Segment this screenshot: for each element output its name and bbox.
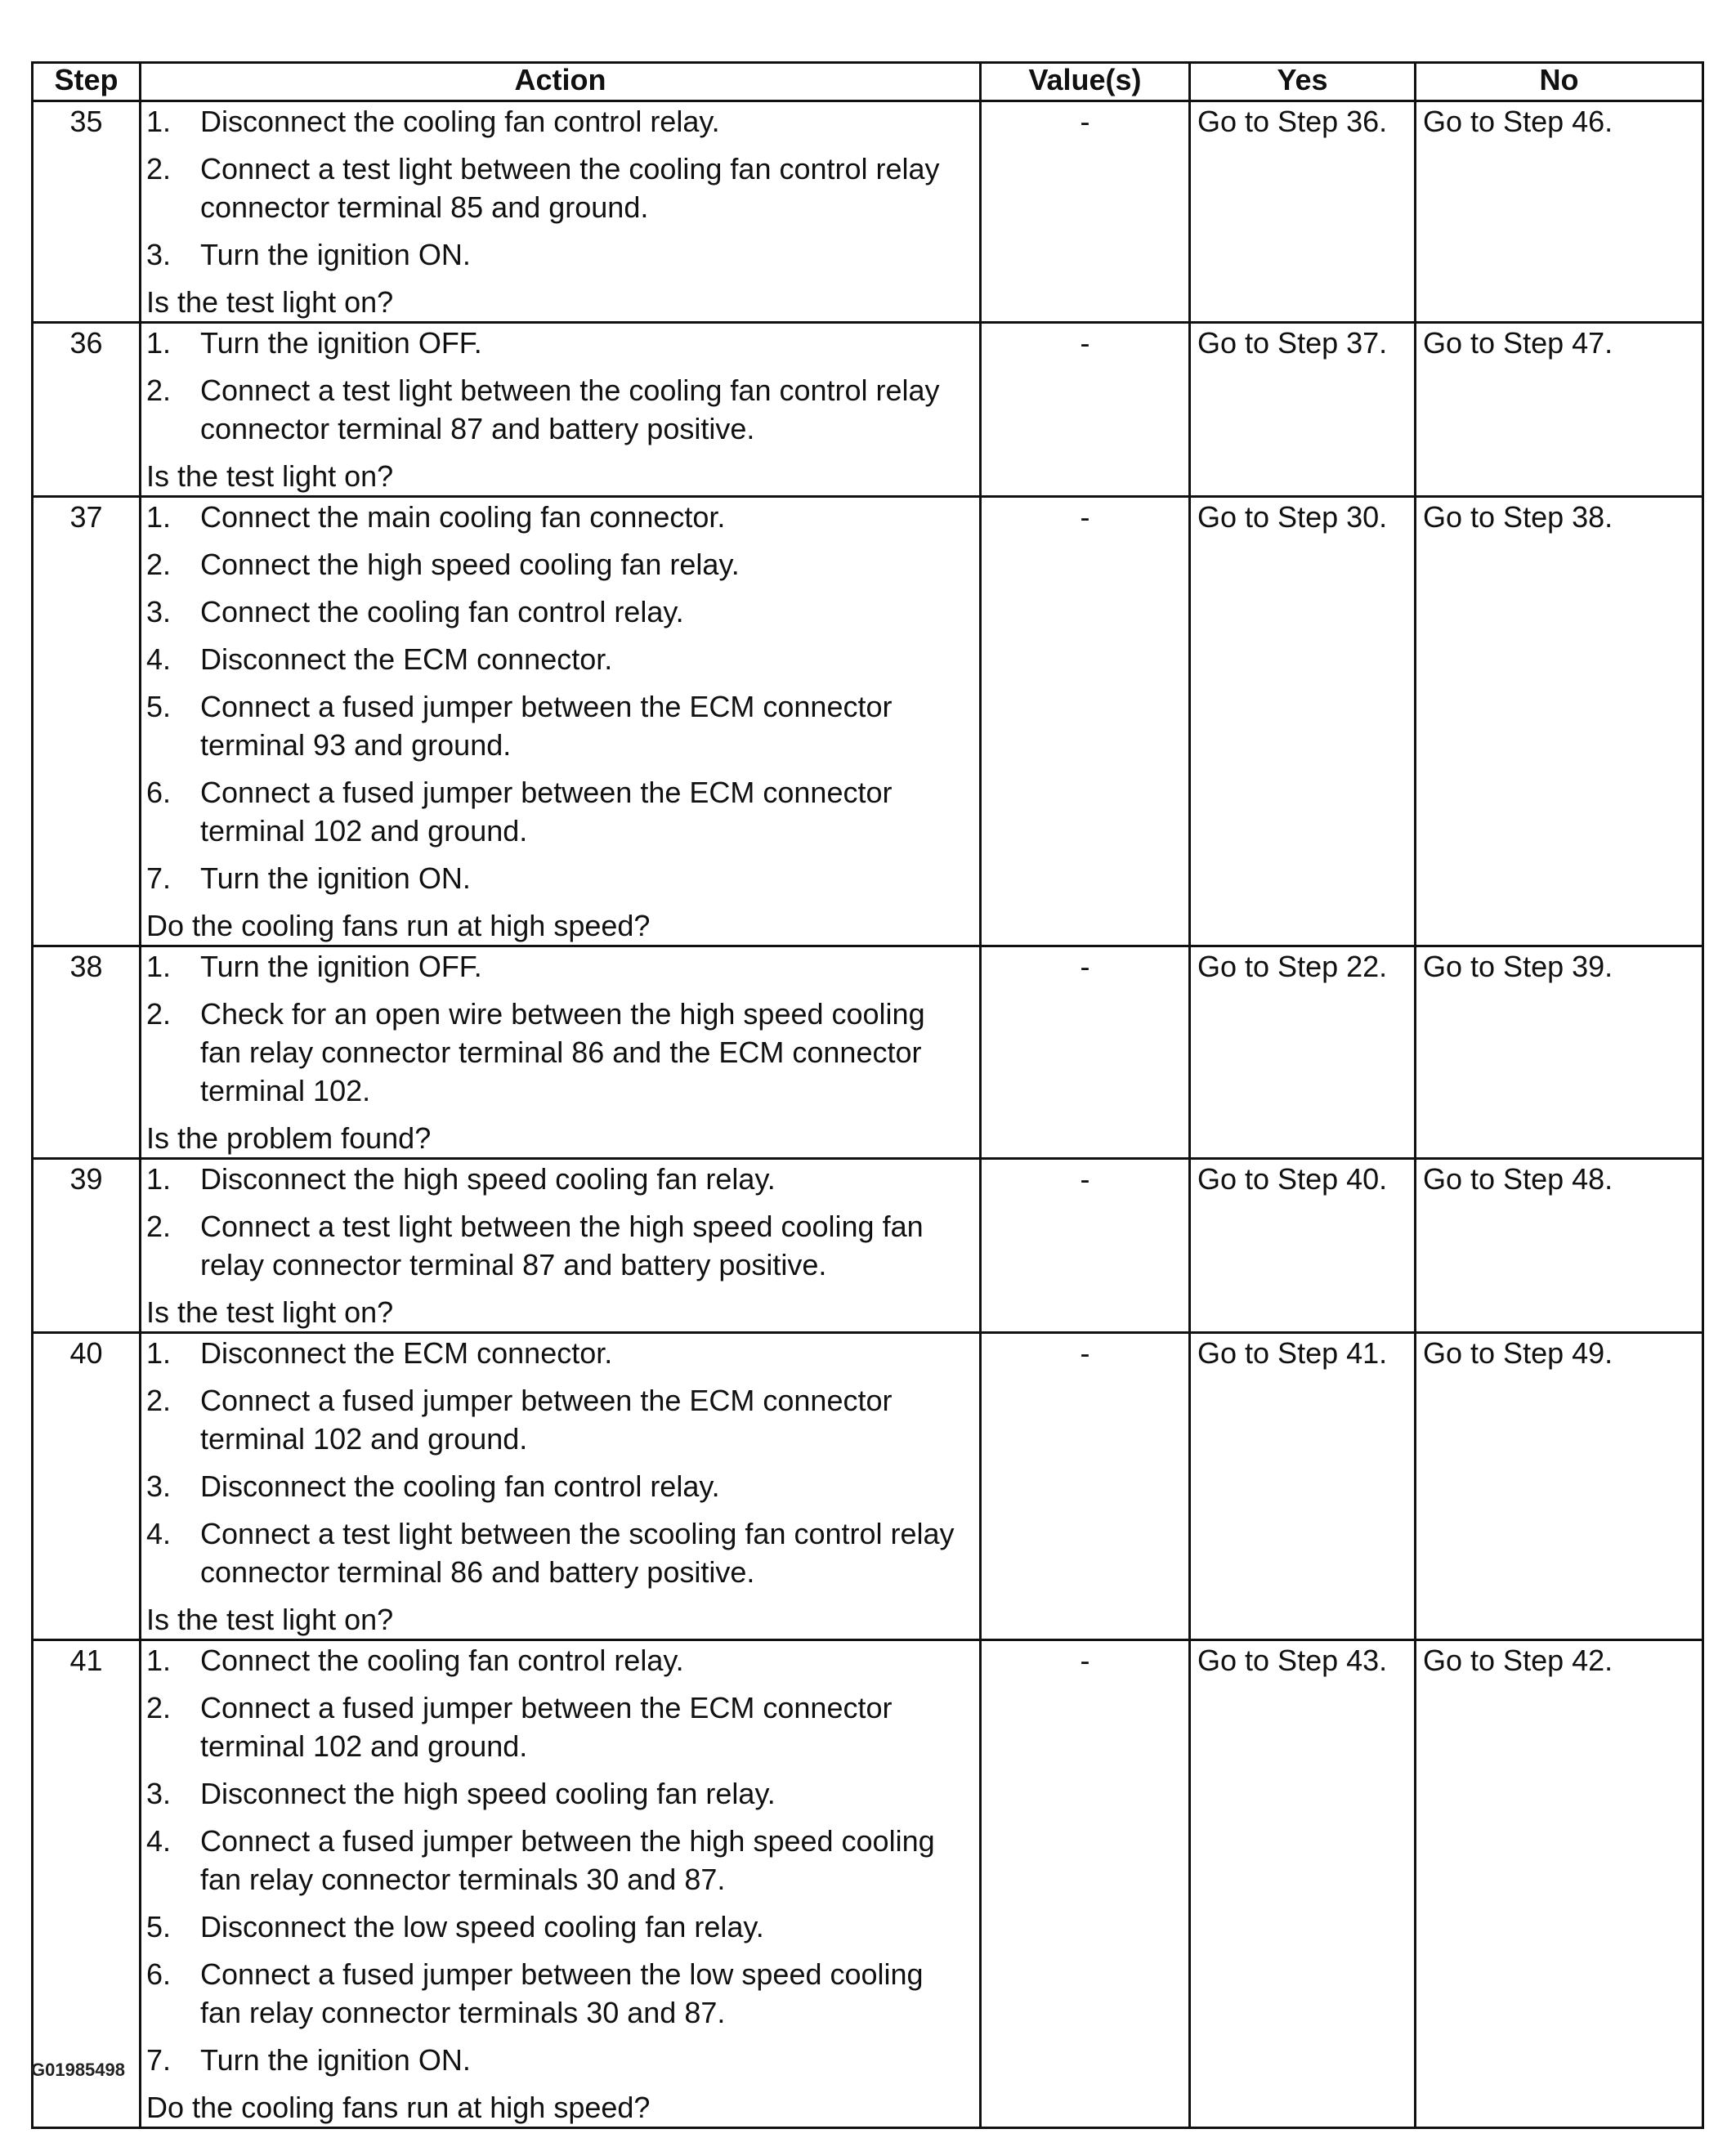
no-cell: Go to Step 48.: [1416, 1159, 1703, 1333]
action-step-item: [146, 498, 963, 536]
action-step-text: Turn the ignition OFF.: [200, 326, 482, 360]
value-cell: -: [981, 323, 1190, 497]
action-step-number: 4.: [146, 1824, 172, 1858]
action-step-text: Connect the cooling fan control relay.: [200, 595, 684, 628]
no-cell: Go to Step 39.: [1416, 946, 1703, 1159]
action-step-text: Connect a test light between the high speed cooling fan relay connector terminal 87 and battery positive.: [200, 1210, 924, 1281]
action-step-text: Connect a test light between the cooling fan control relay connector terminal 85 and ground.: [200, 152, 940, 224]
action-step-text: Check for an open wire between the high speed cooling fan relay connector terminal 86 and the ECM connector terminal 102.: [200, 997, 925, 1107]
no-cell: Go to Step 42.: [1416, 1640, 1703, 2128]
header-no: No: [1416, 63, 1703, 101]
action-step-item: [146, 1908, 963, 1946]
header-step: Step: [33, 63, 141, 101]
action-step-number: 2.: [146, 997, 172, 1031]
action-cell: [141, 1159, 981, 1333]
action-cell: [141, 497, 981, 946]
action-step-text: Disconnect the low speed cooling fan relay.: [200, 1910, 764, 1943]
action-step-item: [146, 1381, 963, 1458]
table-row: [33, 323, 1703, 497]
no-cell: Go to Step 47.: [1416, 323, 1703, 497]
action-step-number: 2.: [146, 1210, 172, 1243]
yes-cell: Go to Step 36.: [1190, 101, 1416, 323]
action-step-text: Connect a fused jumper between the low speed cooling fan relay connector terminals 30 and 87.: [200, 1957, 924, 2029]
action-question: Do the cooling fans run at high speed?: [146, 2091, 651, 2124]
action-step-number: 3.: [146, 595, 172, 628]
action-step-number: 2.: [146, 373, 172, 407]
action-step-item: [146, 773, 963, 850]
action-step-text: Turn the ignition ON.: [200, 861, 471, 895]
action-step-text: Turn the ignition ON.: [200, 238, 471, 271]
table-row: [33, 1640, 1703, 2128]
action-step-item: [146, 1334, 963, 1372]
action-step-text: Connect a fused jumper between the ECM connector terminal 102 and ground.: [200, 1384, 893, 1456]
diagnostic-table: [31, 61, 1704, 2129]
action-step-text: Connect a fused jumper between the ECM connector terminal 93 and ground.: [200, 690, 893, 762]
action-step-item: [146, 1467, 963, 1505]
action-step-number: 1.: [146, 1644, 172, 1677]
action-step-item: [146, 859, 963, 897]
no-cell: Go to Step 46.: [1416, 101, 1703, 323]
action-step-text: Connect a fused jumper between the ECM connector terminal 102 and ground.: [200, 1691, 893, 1763]
action-step-number: 5.: [146, 1910, 172, 1943]
action-cell: [141, 1333, 981, 1640]
action-step-number: 7.: [146, 861, 172, 895]
action-step-item: [146, 235, 963, 274]
action-step-number: 1.: [146, 1162, 172, 1196]
header-action: Action: [141, 63, 981, 101]
action-question: Do the cooling fans run at high speed?: [146, 909, 651, 942]
action-step-text: Connect a test light between the cooling fan control relay connector terminal 87 and battery positive.: [200, 373, 940, 445]
action-step-text: Disconnect the ECM connector.: [200, 642, 613, 676]
action-step-text: Connect a test light between the scooling fan control relay connector terminal 86 and battery positive.: [200, 1517, 955, 1589]
action-step-number: 2.: [146, 1691, 172, 1724]
action-step-item: [146, 545, 963, 584]
action-step-item: [146, 1514, 963, 1591]
figure-id: G01985498: [31, 2060, 125, 2080]
yes-cell: Go to Step 43.: [1190, 1640, 1416, 2128]
action-step-item: [146, 1955, 963, 2032]
action-step-number: 1.: [146, 500, 172, 534]
action-step-item: [146, 1688, 963, 1765]
diagnostic-table-sheet: [31, 61, 1702, 2129]
action-question: Is the problem found?: [146, 1121, 432, 1155]
action-step-number: 1.: [146, 950, 172, 983]
action-step-item: [146, 640, 963, 678]
value-cell: -: [981, 1640, 1190, 2128]
step-number: 38: [33, 946, 141, 1159]
action-step-item: [146, 371, 963, 448]
action-step-item: [146, 1822, 963, 1899]
action-step-number: 6.: [146, 776, 172, 809]
action-step-text: Connect a fused jumper between the ECM connector terminal 102 and ground.: [200, 776, 893, 848]
action-step-number: 4.: [146, 642, 172, 676]
header-row: [33, 63, 1703, 101]
action-step-number: 2.: [146, 152, 172, 186]
action-step-text: Disconnect the cooling fan control relay.: [200, 105, 720, 138]
action-step-text: Disconnect the high speed cooling fan relay.: [200, 1162, 776, 1196]
action-step-item: [146, 995, 963, 1110]
action-step-item: [146, 1207, 963, 1284]
step-number: 39: [33, 1159, 141, 1333]
value-cell: -: [981, 497, 1190, 946]
table-body: [33, 101, 1703, 2128]
yes-cell: Go to Step 37.: [1190, 323, 1416, 497]
value-cell: -: [981, 1159, 1190, 1333]
step-number: 37: [33, 497, 141, 946]
action-step-number: 5.: [146, 690, 172, 723]
action-step-text: Turn the ignition ON.: [200, 2043, 471, 2077]
action-step-text: Disconnect the cooling fan control relay.: [200, 1469, 720, 1503]
step-number: 36: [33, 323, 141, 497]
action-step-number: 3.: [146, 238, 172, 271]
action-step-item: [146, 102, 963, 141]
action-step-item: [146, 2041, 963, 2079]
header-values: Value(s): [981, 63, 1190, 101]
action-step-text: Disconnect the ECM connector.: [200, 1336, 613, 1370]
table-row: [33, 946, 1703, 1159]
action-question: Is the test light on?: [146, 285, 394, 319]
yes-cell: Go to Step 30.: [1190, 497, 1416, 946]
header-yes: Yes: [1190, 63, 1416, 101]
action-step-text: Connect the main cooling fan connector.: [200, 500, 726, 534]
action-step-number: 2.: [146, 1384, 172, 1417]
value-cell: -: [981, 101, 1190, 323]
value-cell: -: [981, 1333, 1190, 1640]
action-step-number: 4.: [146, 1517, 172, 1550]
action-step-item: [146, 687, 963, 764]
action-step-text: Connect the high speed cooling fan relay.: [200, 548, 740, 581]
action-step-number: 1.: [146, 326, 172, 360]
yes-cell: Go to Step 41.: [1190, 1333, 1416, 1640]
action-step-number: 2.: [146, 548, 172, 581]
action-cell: [141, 946, 981, 1159]
action-step-number: 3.: [146, 1469, 172, 1503]
action-step-number: 6.: [146, 1957, 172, 1991]
action-step-number: 7.: [146, 2043, 172, 2077]
action-step-number: 3.: [146, 1777, 172, 1810]
action-step-item: [146, 1160, 963, 1198]
action-question: Is the test light on?: [146, 1295, 394, 1329]
action-step-item: [146, 1774, 963, 1813]
step-number: 35: [33, 101, 141, 323]
no-cell: Go to Step 38.: [1416, 497, 1703, 946]
table-row: [33, 1159, 1703, 1333]
action-step-item: [146, 947, 963, 986]
table-row: [33, 101, 1703, 323]
action-question: Is the test light on?: [146, 1603, 394, 1636]
action-step-text: Disconnect the high speed cooling fan relay.: [200, 1777, 776, 1810]
action-step-item: [146, 593, 963, 631]
action-step-item: [146, 150, 963, 226]
action-step-text: Turn the ignition OFF.: [200, 950, 482, 983]
action-step-item: [146, 1641, 963, 1680]
table-row: [33, 1333, 1703, 1640]
action-question: Is the test light on?: [146, 459, 394, 493]
action-cell: [141, 101, 981, 323]
action-step-text: Connect the cooling fan control relay.: [200, 1644, 684, 1677]
action-step-item: [146, 324, 963, 362]
step-number: 41: [33, 1640, 141, 2128]
step-number: 40: [33, 1333, 141, 1640]
yes-cell: Go to Step 22.: [1190, 946, 1416, 1159]
value-cell: -: [981, 946, 1190, 1159]
no-cell: Go to Step 49.: [1416, 1333, 1703, 1640]
table-row: [33, 497, 1703, 946]
action-step-text: Connect a fused jumper between the high speed cooling fan relay connector terminals 30 and 87.: [200, 1824, 935, 1896]
action-cell: [141, 1640, 981, 2128]
yes-cell: Go to Step 40.: [1190, 1159, 1416, 1333]
action-step-number: 1.: [146, 105, 172, 138]
action-cell: [141, 323, 981, 497]
action-step-number: 1.: [146, 1336, 172, 1370]
